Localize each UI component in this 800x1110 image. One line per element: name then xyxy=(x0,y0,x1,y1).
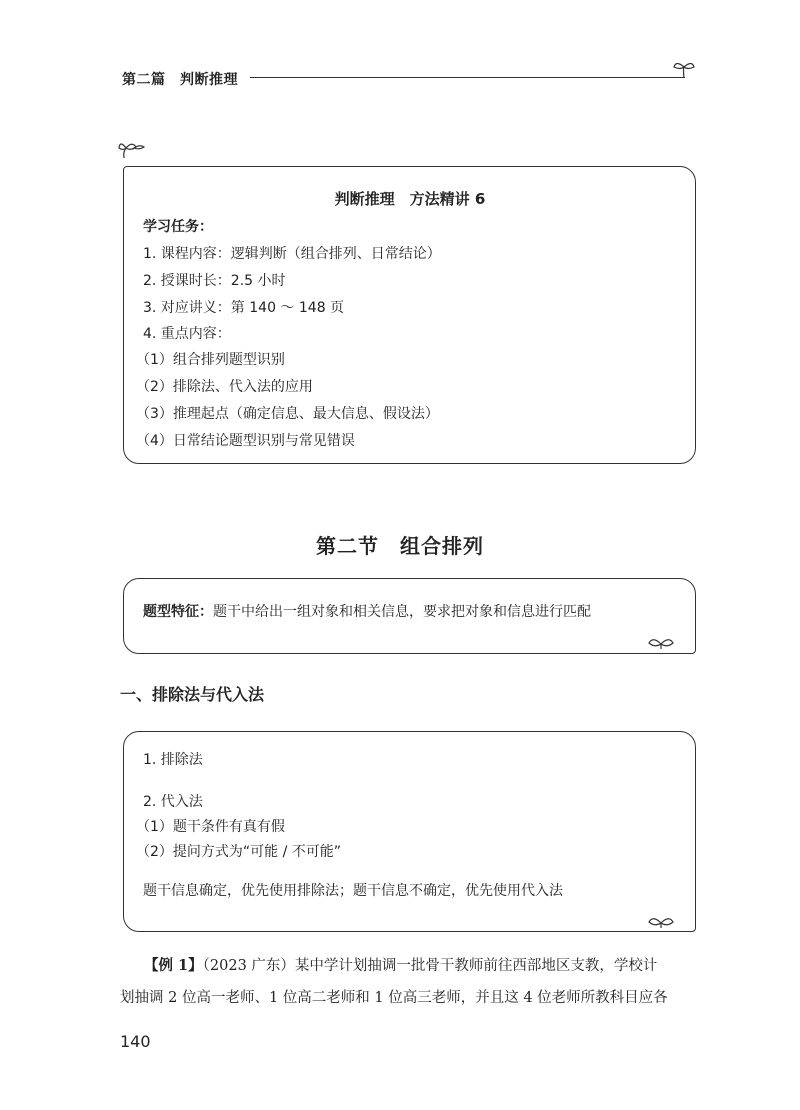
example-paragraph xyxy=(120,950,680,1014)
task-label: 学习任务： xyxy=(143,219,213,235)
lesson-item: （3）推理起点（确定信息、最大信息、假设法） xyxy=(136,406,439,422)
running-header: 第二篇 判断推理 xyxy=(122,72,238,88)
subsection-title: 一、排除法与代入法 xyxy=(120,685,265,704)
example-line: 【例 1】（2023 广东）某中学计划抽调一批骨干教师前往西部地区支教，学校计 xyxy=(144,957,658,974)
lesson-item: 1. 课程内容：逻辑判断（组合排列、日常结论） xyxy=(143,246,441,262)
sprout-icon xyxy=(118,138,148,160)
lesson-item: 4. 重点内容： xyxy=(143,326,231,342)
method-line: （1）题干条件有真有假 xyxy=(136,819,285,835)
header-rule xyxy=(250,77,685,78)
example-line: 划抽调 2 位高一老师、1 位高二老师和 1 位高三老师，并且这 4 位老师所教科目应各 xyxy=(120,990,668,1006)
lesson-item: （4）日常结论题型识别与常见错误 xyxy=(136,433,355,449)
lesson-item: 2. 授课时长：2.5 小时 xyxy=(143,273,286,289)
lesson-title: 判断推理 方法精讲 6 xyxy=(334,190,486,208)
feature-description: 题干中给出一组对象和相关信息，要求把对象和信息进行匹配 xyxy=(213,604,591,620)
feature-label: 题型特征： xyxy=(143,604,213,620)
lesson-item: （2）排除法、代入法的应用 xyxy=(136,379,313,395)
method-line: （2）提问方式为“可能 / 不可能” xyxy=(136,844,342,860)
section-title: 第二节 组合排列 xyxy=(316,534,484,558)
page-number: 140 xyxy=(120,1032,151,1051)
method-line: 题干信息确定，优先使用排除法；题干信息不确定，优先使用代入法 xyxy=(143,883,563,899)
feature-text xyxy=(143,601,591,621)
method-line: 2. 代入法 xyxy=(143,794,203,810)
method-line: 1. 排除法 xyxy=(143,752,203,768)
lesson-item: （1）组合排列题型识别 xyxy=(136,352,285,368)
sprout-icon xyxy=(672,58,696,80)
sprout-icon xyxy=(648,634,674,650)
sprout-icon xyxy=(648,913,674,929)
example-label: 【例 1】 xyxy=(144,957,203,974)
lesson-item: 3. 对应讲义：第 140 ～ 148 页 xyxy=(143,300,345,316)
